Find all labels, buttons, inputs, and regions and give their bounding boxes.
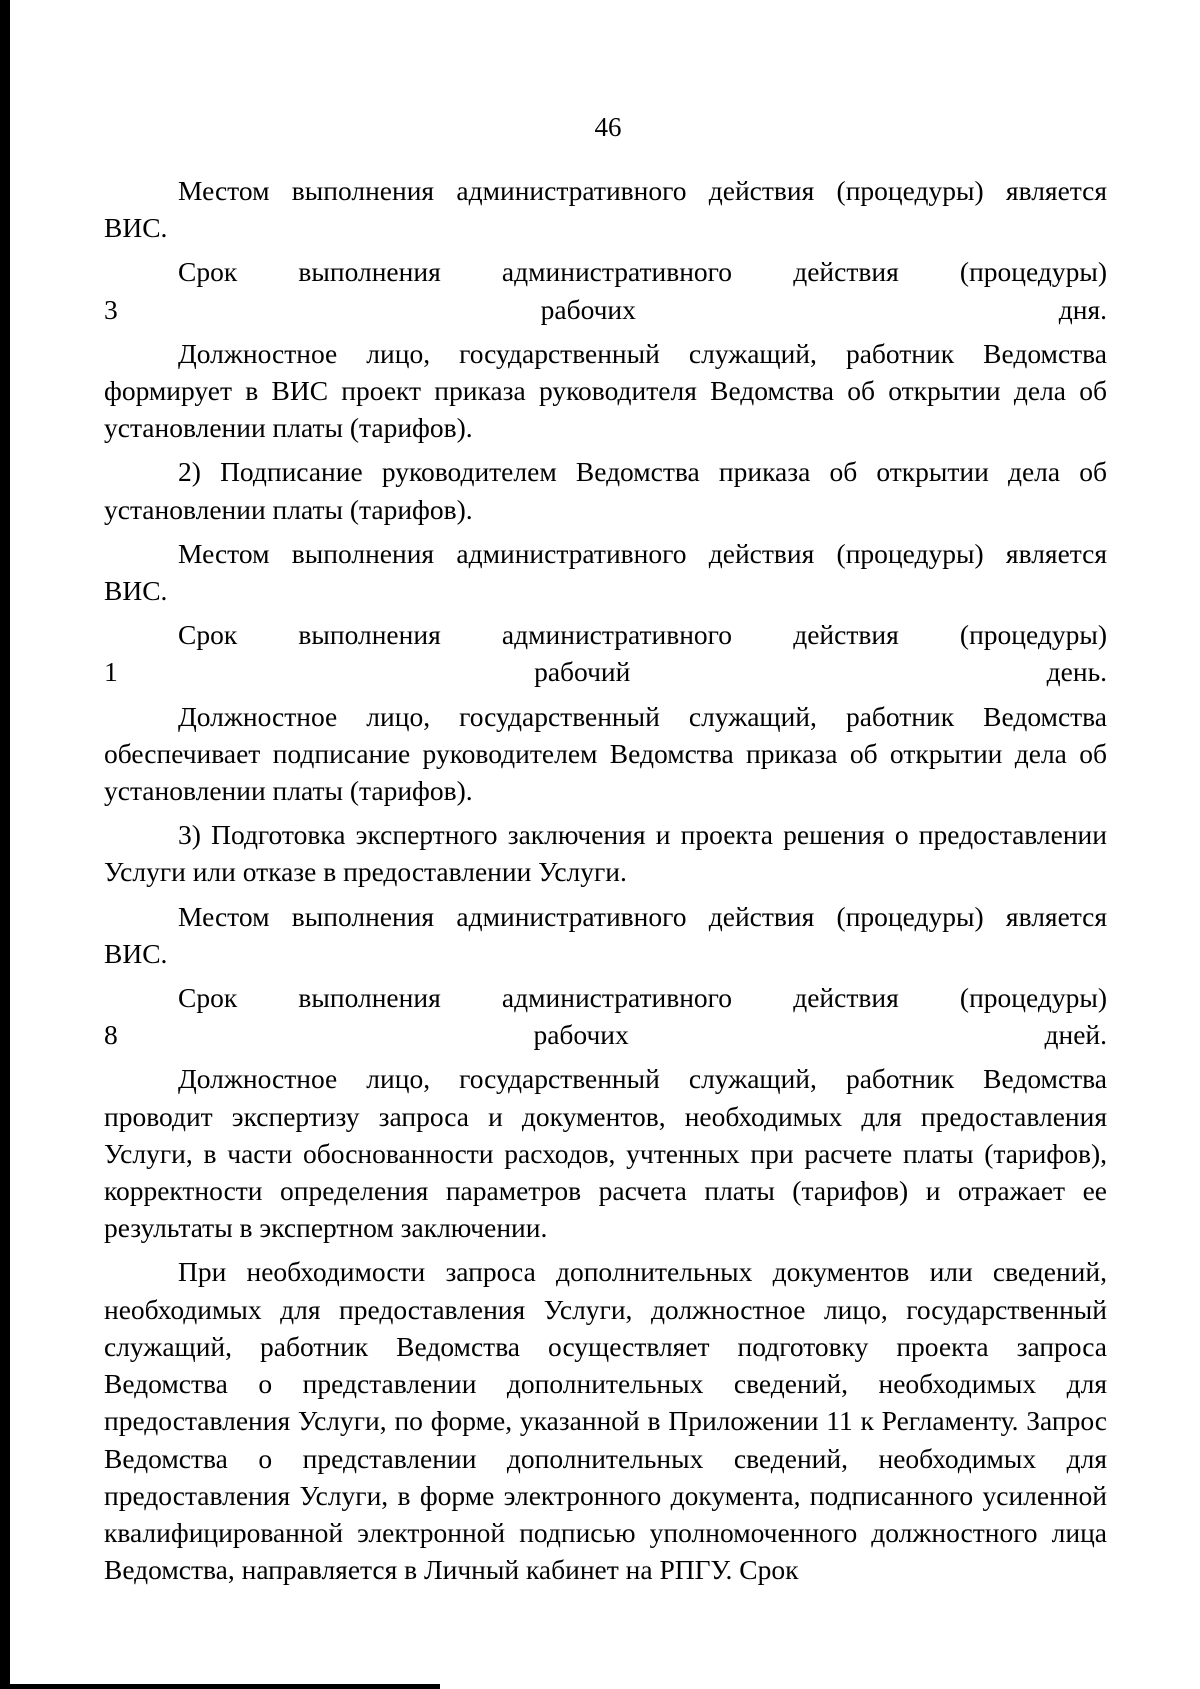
paragraph-text: Местом выполнения административного действия (процедуры) является [178, 537, 1107, 569]
paragraph-8 [104, 816, 1107, 890]
paragraph-10 [104, 979, 1107, 1053]
paragraph-text: Срок выполнения административного действия (процедуры) [178, 982, 1107, 1014]
paragraph-12 [104, 1253, 1107, 1588]
paragraph-9 [104, 898, 1107, 972]
paragraph-tail: 8 рабочих дней. [104, 1019, 1107, 1051]
paragraph-tail: ВИС. [104, 212, 168, 244]
paragraph-5 [104, 535, 1107, 609]
document-body [104, 172, 1107, 1588]
page-number: 46 [594, 112, 622, 142]
paragraph-6 [104, 616, 1107, 690]
scan-border-bottom [0, 1684, 440, 1689]
paragraph-text: 2) Подписание руководителем Ведомства приказа об открытии дела об установлении платы (тарифов). [104, 456, 1107, 525]
paragraph-tail: 3 рабочих дня. [104, 293, 1107, 325]
paragraph-text: Местом выполнения административного действия (процедуры) является [178, 900, 1107, 932]
paragraph-text: Должностное лицо, государственный служащий, работник Ведомства формирует в ВИС проект приказа руководителя Ведомства об открытии дела об установлении платы (тарифов). [104, 337, 1107, 444]
paragraph-1 [104, 172, 1107, 246]
paragraph-11 [104, 1060, 1107, 1246]
scan-border-left [0, 0, 10, 1689]
paragraph-text: Срок выполнения административного действия (процедуры) [178, 256, 1107, 288]
paragraph-tail: 1 рабочий день. [104, 656, 1107, 688]
paragraph-text: Должностное лицо, государственный служащий, работник Ведомства обеспечивает подписание руководителем Ведомства приказа об открытии дела об установлении платы (тарифов). [104, 700, 1107, 807]
paragraph-text: Местом выполнения административного действия (процедуры) является [178, 175, 1107, 206]
paragraph-tail: ВИС. [104, 575, 168, 607]
paragraph-3 [104, 335, 1107, 447]
paragraph-tail: ВИС. [104, 937, 168, 969]
paragraph-7 [104, 698, 1107, 810]
paragraph-text: Срок выполнения административного действия (процедуры) [178, 619, 1107, 651]
paragraph-2 [104, 253, 1107, 327]
paragraph-text: 3) Подготовка экспертного заключения и проекта решения о предоставлении Услуги или отказе в предоставлении Услуги. [104, 819, 1107, 888]
paragraph-4 [104, 453, 1107, 527]
paragraph-text: При необходимости запроса дополнительных документов или сведений, необходимых для предоставления Услуги, должностное лицо, государственный служащий, работник Ведомства осуществляет подготовку проекта запроса Ведомства о представлении дополнительных сведений, необходимых для предоставления Услуги, по форме, указанной в Приложении 11 к Регламенту. Запрос Ведомства о представлении дополнительных сведений, необходимых для предоставления Услуги, в форме электронного документа, подписанного усиленной квалифицированной электронной подписью уполномоченного должностного лица Ведомства, направляется в Личный кабинет на РПГУ. Срок [104, 1256, 1107, 1586]
paragraph-text: Должностное лицо, государственный служащий, работник Ведомства проводит экспертизу запроса и документов, необходимых для предоставления Услуги, в части обоснованности расходов, учтенных при расчете платы (тарифов), корректности определения параметров расчета платы (тарифов) и отражает ее результаты в экспертном заключении. [104, 1063, 1107, 1244]
